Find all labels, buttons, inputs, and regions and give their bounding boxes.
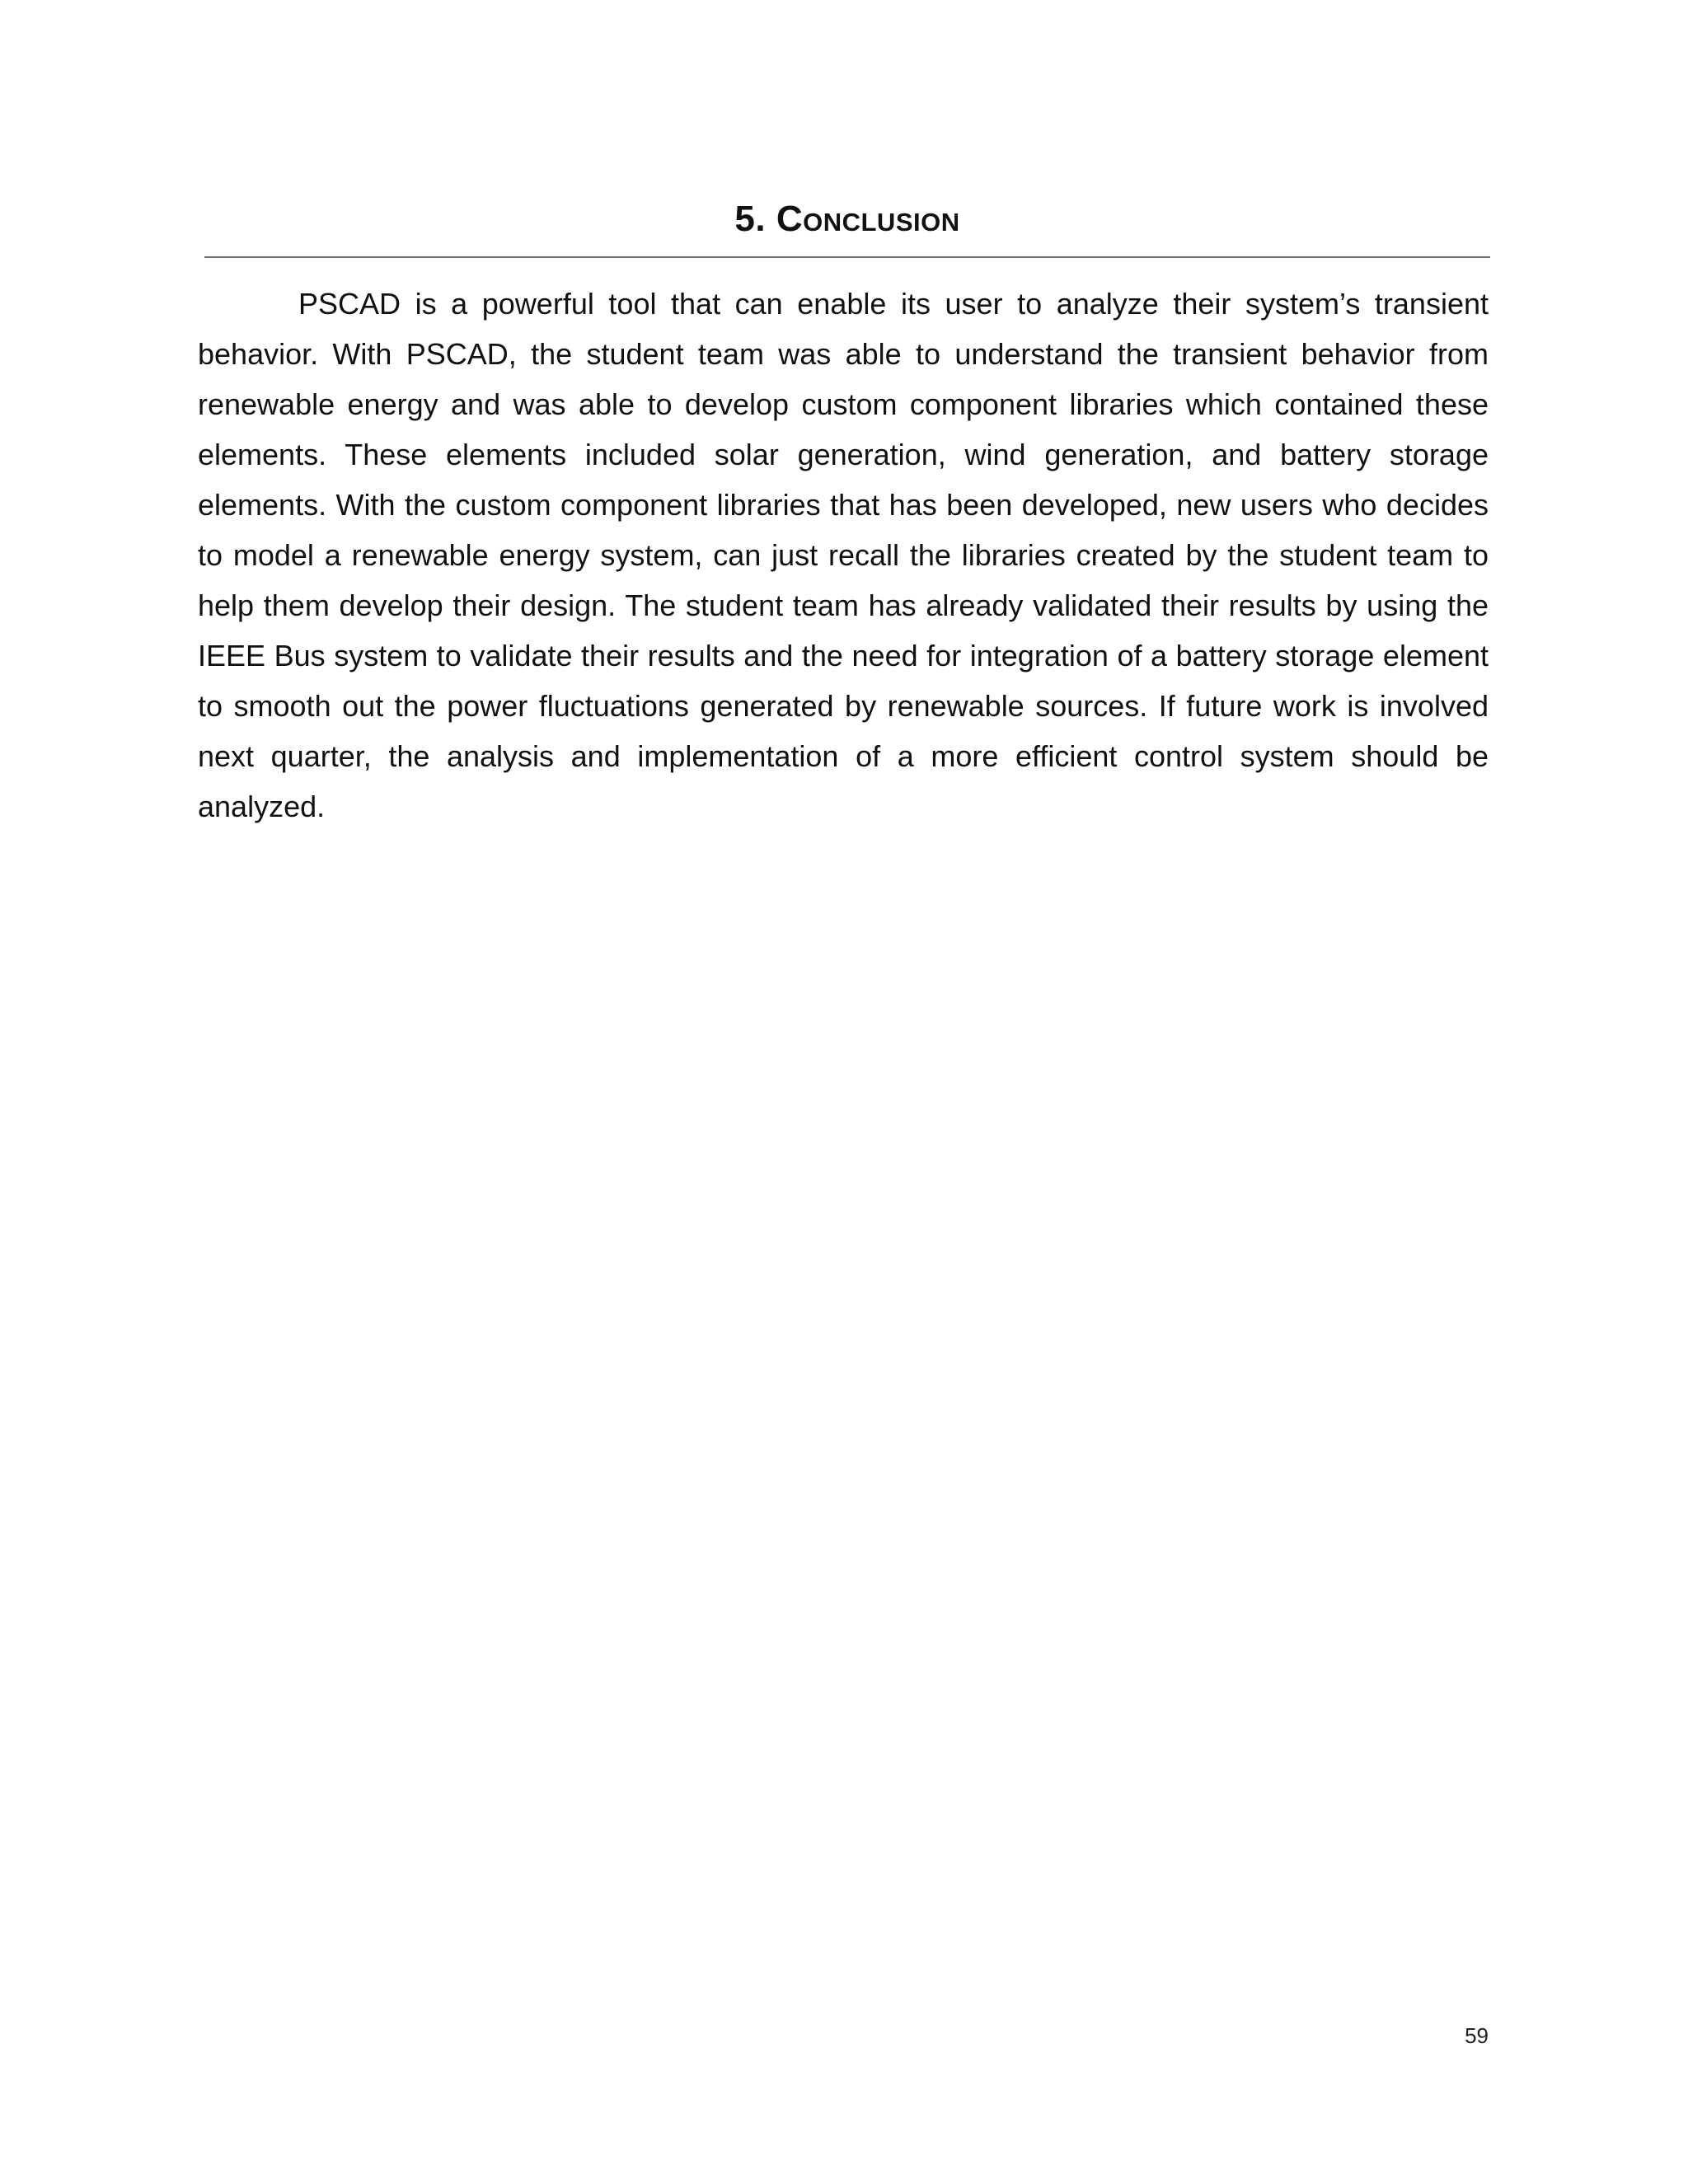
section-number: 5. — [734, 199, 767, 239]
heading-underline — [204, 256, 1490, 258]
section-heading — [204, 194, 1490, 244]
page-number: 59 — [1465, 2023, 1489, 2048]
section-title: Conclusion — [776, 199, 960, 239]
body-paragraph: PSCAD is a powerful tool that can enable its user to analyze their system’s transient behavior. With PSCAD, the student team was able to understand the transient behavior from renewable energy and was able to develop custom component libraries which contained these elements. These elements included solar generation, wind generation, and battery storage elements. With the custom component libraries that has been developed, new users who decides to model a renewable energy system, can just recall the libraries created by the student team to help them develop their design. The student team has already validated their results by using the IEEE Bus system to validate their results and the need for integration of a battery storage element to smooth out the power fluctuations generated by renewable sources. If future work is involved next quarter, the analysis and implementation of a more efficient control system should be analyzed. — [198, 287, 1489, 823]
